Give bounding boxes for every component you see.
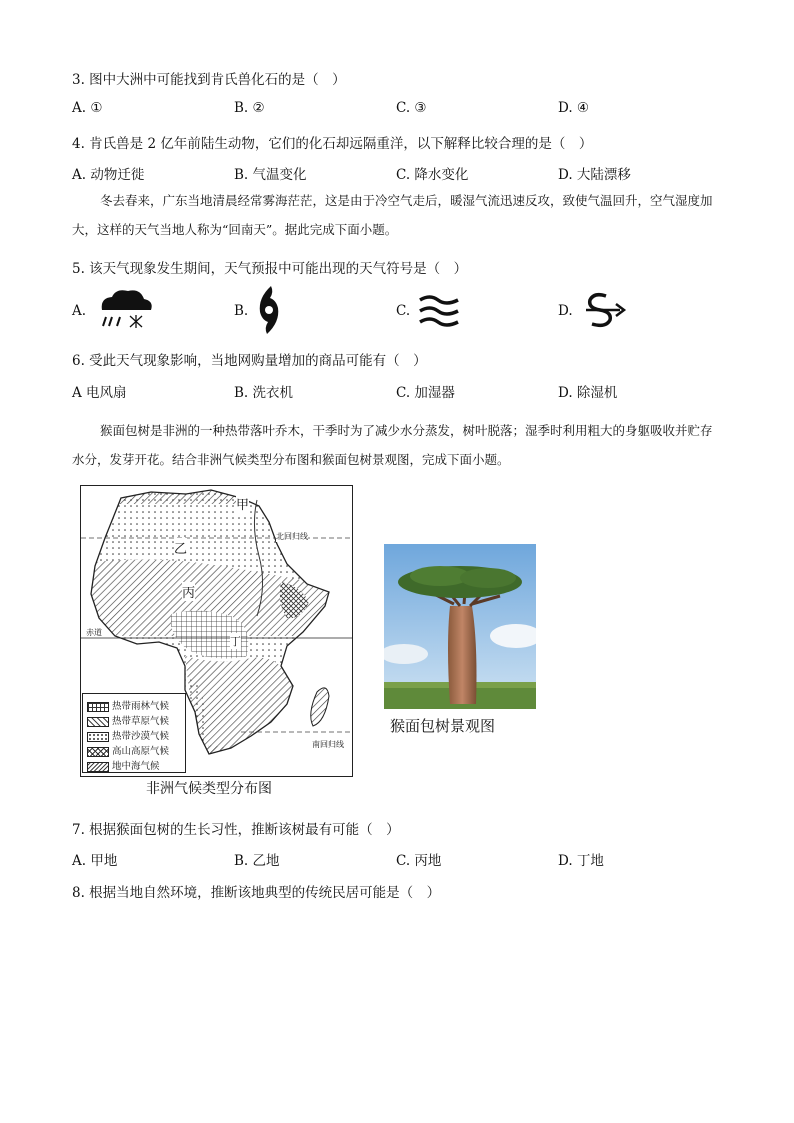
map-label-yi: 乙 (174, 538, 187, 557)
legend-item-rainforest: 热带雨林气候 (87, 698, 169, 712)
q6-option-c: C. 加湿器 (396, 385, 455, 401)
question-4-stem: 4. 肯氏兽是 2 亿年前陆生动物，它们的化石却远隔重洋，以下解释比较合理的是（ ） (72, 136, 593, 152)
q7-option-c: C. 丙地 (396, 853, 442, 869)
question-5-stem: 5. 该天气现象发生期间，天气预报中可能出现的天气符号是（ ） (72, 261, 468, 277)
highland-swatch-icon (87, 747, 109, 757)
q5-option-d: D. (558, 303, 573, 319)
savanna-swatch-icon (87, 717, 109, 727)
tropic-of-capricorn-label: 南回归线 (312, 740, 344, 749)
sandstorm-weather-icon (582, 290, 628, 330)
tropic-of-cancer-label: 北回归线 (276, 532, 308, 541)
rainforest-swatch-icon (87, 702, 109, 712)
q3-option-d: D. ④ (558, 100, 590, 116)
q7-option-d: D. 丁地 (558, 853, 604, 869)
map-label-ding: 丁 (230, 635, 241, 648)
question-3-stem: 3. 图中大洲中可能找到肯氏兽化石的是（ ） (72, 72, 346, 88)
q5-option-b: B. (234, 303, 249, 319)
baobab-tree-photo (384, 544, 536, 709)
legend-item-desert: 热带沙漠气候 (87, 728, 169, 742)
map-legend (82, 693, 186, 773)
legend-item-savanna: 热带草原气候 (87, 713, 169, 727)
q6-option-d: D. 除湿机 (558, 385, 618, 401)
passage-huinantian: 冬去春来，广东当地清晨经常雾海茫茫，这是由于冷空气走后，暖湿气流迅速反攻，致使气温回升，空气湿度加大，这样的天气当地人称为“回南天”。据此完成下面小题。 (72, 193, 713, 237)
fog-weather-icon (416, 294, 464, 328)
equator-label: 赤道 (86, 628, 102, 637)
map-caption: 非洲气候类型分布图 (146, 782, 272, 797)
rain-snow-weather-icon (96, 288, 156, 332)
mediterranean-swatch-icon (87, 762, 109, 772)
map-label-jia: 甲 (236, 494, 249, 513)
legend-item-highland: 高山高原气候 (87, 743, 169, 757)
q7-option-b: B. 乙地 (234, 853, 280, 869)
q4-option-d: D. 大陆漂移 (558, 167, 631, 183)
q3-option-c: C. ③ (396, 100, 427, 116)
q4-option-c: C. 降水变化 (396, 167, 469, 183)
q4-option-a: A. 动物迁徙 (72, 167, 145, 183)
legend-item-mediterranean: 地中海气候 (87, 758, 160, 772)
question-7-stem: 7. 根据猴面包树的生长习性，推断该树最有可能（ ） (72, 822, 400, 838)
q5-option-c: C. (396, 303, 411, 319)
q6-option-b: B. 洗衣机 (234, 385, 294, 401)
q6-option-a: A 电风扇 (72, 385, 127, 401)
question-8-stem: 8. 根据当地自然环境，推断该地典型的传统民居可能是（ ） (72, 885, 441, 901)
q4-option-b: B. 气温变化 (234, 167, 307, 183)
q3-option-a: A. ① (72, 100, 103, 116)
photo-caption: 猴面包树景观图 (390, 719, 496, 735)
question-6-stem: 6. 受此天气现象影响，当地网购量增加的商品可能有（ ） (72, 353, 427, 369)
desert-swatch-icon (87, 732, 109, 742)
typhoon-weather-icon (254, 284, 284, 336)
q3-option-b: B. ② (234, 100, 265, 116)
map-label-bing: 丙 (182, 582, 195, 601)
passage-baobab: 猴面包树是非洲的一种热带落叶乔木，干季时为了减少水分蒸发，树叶脱落；湿季时利用粗大的身躯吸收并贮存水分，发芽开花。结合非洲气候类型分布图和猴面包树景观图，完成下面小题。 (72, 423, 713, 467)
q5-option-a: A. (72, 303, 87, 319)
q7-option-a: A. 甲地 (72, 853, 118, 869)
